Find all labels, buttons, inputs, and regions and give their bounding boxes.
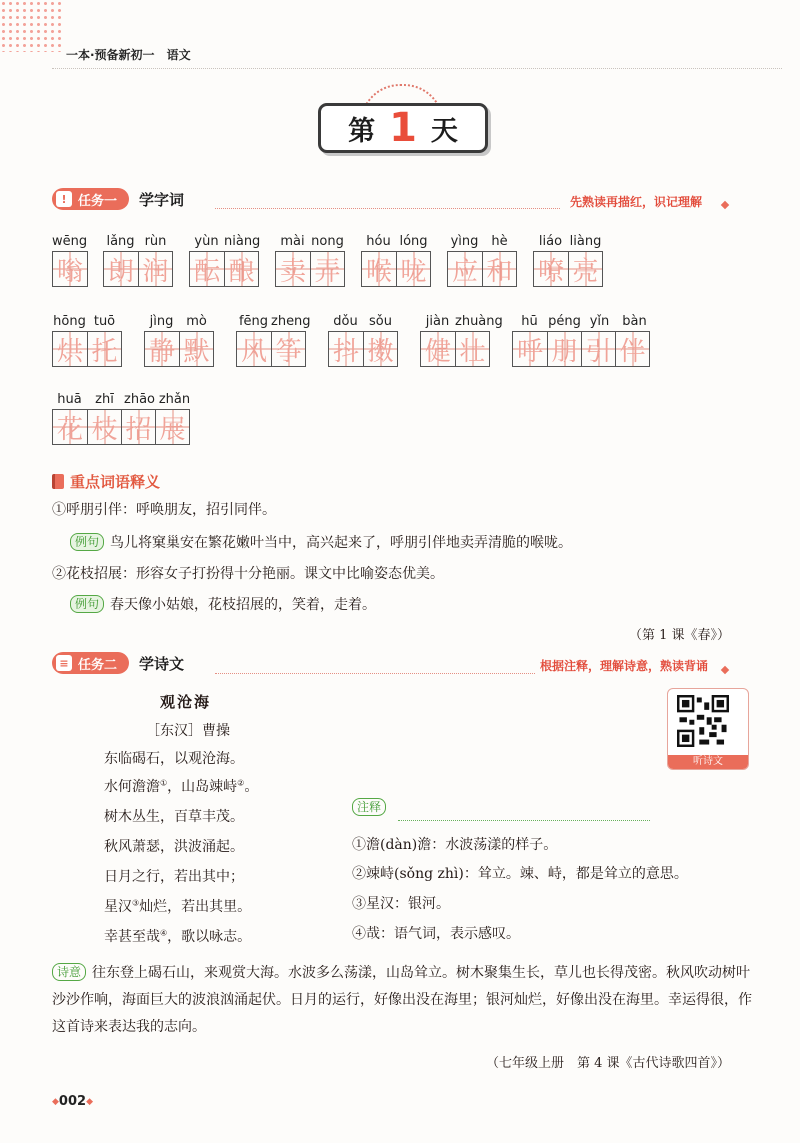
pinyin-row (512, 313, 652, 331)
note-4: ④哉：语气词，表示感叹。 (352, 926, 520, 942)
trace-character: 应 (451, 256, 478, 287)
trace-character: 健 (424, 336, 451, 367)
notes-heading (352, 797, 392, 816)
pinyin-row (447, 233, 517, 251)
qr-code-icon (677, 695, 729, 747)
tracing-grid (361, 251, 431, 287)
book-open-icon: ≡ (56, 655, 72, 671)
meaning-tag: 诗意 (52, 963, 86, 981)
trace-character: 抖 (332, 336, 359, 367)
tracing-cell (276, 252, 310, 286)
poem-line (104, 866, 244, 886)
poem-line (104, 896, 251, 916)
pinyin-row (236, 313, 311, 331)
trace-character: 酿 (228, 256, 255, 287)
poem-line (104, 836, 244, 856)
task2-label: 任务二 (78, 657, 118, 673)
pinyin-syllable: hóu (366, 234, 391, 249)
word-card (533, 233, 603, 287)
keyword-example-2 (70, 594, 376, 614)
tracing-cell (396, 252, 430, 286)
trace-character: 花 (56, 414, 83, 445)
pinyin-syllable: hè (491, 234, 508, 249)
task1-hint: 先熟读再描红，识记理解 (570, 195, 703, 209)
pinyin-syllable: zheng (271, 314, 311, 329)
pinyin-syllable: yǐn (589, 314, 610, 329)
poem-text: ，歌以咏志。 (167, 929, 252, 945)
tracing-cell (104, 252, 138, 286)
subject-label: 语文 (166, 48, 191, 62)
word-card (420, 313, 503, 367)
page-header (66, 46, 191, 63)
poem-line (104, 806, 244, 826)
pinyin-row (361, 233, 431, 251)
trace-character: 弄 (314, 256, 341, 287)
pinyin-row (275, 233, 345, 251)
tracing-grid (275, 251, 345, 287)
poem-source: （七年级上册 第 4 课《古代诗歌四首》） (485, 1056, 730, 1071)
poem-line (104, 776, 258, 796)
word-card (52, 313, 122, 367)
task1-name: 学字词 (139, 190, 185, 209)
notes-tag: 注释 (352, 798, 386, 816)
tracing-cell (310, 252, 344, 286)
tracing-cell (121, 410, 155, 444)
footnote-marker: ③ (132, 898, 140, 908)
trace-character: 擞 (367, 336, 394, 367)
example-tag: 例句 (70, 533, 104, 551)
pinyin-row (52, 233, 87, 251)
trace-character: 默 (183, 336, 210, 367)
task1-pill (52, 188, 129, 210)
tracing-cell (534, 252, 568, 286)
task1-rule (215, 208, 560, 209)
day-prefix: 第 (348, 115, 376, 147)
trace-character: 朗 (107, 256, 134, 287)
pinyin-syllable: niàng (224, 234, 261, 249)
pinyin-syllable: sǒu (369, 314, 392, 329)
header-divider (52, 68, 782, 69)
tracing-cell (581, 332, 615, 366)
tracing-cell (53, 252, 87, 286)
task2-hint: 根据注释，理解诗意，熟读背诵 (540, 659, 709, 673)
pinyin-syllable: zhuàng (455, 314, 503, 329)
pinyin-syllable: lóng (399, 234, 428, 249)
pinyin-row (328, 313, 398, 331)
tracing-grid (52, 251, 88, 287)
trace-character: 招 (125, 414, 152, 445)
tracing-cell (482, 252, 516, 286)
tracing-grid (236, 331, 306, 367)
keywords-source: （第 1 课《春》） (628, 628, 730, 643)
tracing-cell (455, 332, 489, 366)
tracing-cell (53, 410, 87, 444)
poem-text: 灿烂，若出其里。 (139, 899, 252, 915)
tracing-cell (362, 252, 396, 286)
tracing-cell (237, 332, 271, 366)
poem-text: 幸甚至哉 (104, 929, 160, 945)
pinyin-syllable: zhāo (124, 392, 155, 407)
pinyin-syllable: huā (57, 392, 82, 407)
diamond-icon: ◆ (52, 1097, 59, 1107)
pinyin-syllable: zhǎn (158, 392, 191, 407)
qr-label: 听诗文 (668, 755, 748, 769)
trace-character: 引 (585, 336, 612, 367)
trace-character: 枝 (91, 414, 118, 445)
trace-character: 托 (91, 336, 118, 367)
pinyin-syllable: lǎng (106, 234, 135, 249)
tracing-cell (513, 332, 547, 366)
word-card (52, 233, 88, 287)
pinyin-row (533, 233, 603, 251)
example-text: 鸟儿将窠巢安在繁花嫩叶当中，高兴起来了，呼朋引伴地卖弄清脆的喉咙。 (110, 535, 573, 551)
decorative-dots (0, 0, 62, 52)
pinyin-row (189, 233, 259, 251)
notes-rule (398, 820, 650, 821)
trace-character: 亮 (572, 256, 599, 287)
trace-character: 风 (240, 336, 267, 367)
pinyin-syllable: mài (280, 234, 305, 249)
word-card (512, 313, 652, 367)
pinyin-syllable: péng (548, 314, 581, 329)
pinyin-row (420, 313, 503, 331)
note-3: ③星汉：银河。 (352, 896, 450, 912)
tracing-cell (190, 252, 224, 286)
note-2: ②竦峙(sǒng zhì)：耸立。竦、峙，都是耸立的意思。 (352, 866, 688, 882)
trace-character: 朋 (551, 336, 578, 367)
trace-character: 展 (159, 414, 186, 445)
trace-character: 烘 (56, 336, 83, 367)
meaning-text: 往东登上碣石山，来观赏大海。水波多么荡漾，山岛耸立。树木聚集生长，草儿也长得茂密。秋风吹动树叶沙沙作响，海面巨大的波浪汹涌起伏。日月的运行，好像出没在海里；银河灿烂，好像出没在海里。幸运得很，作这首诗来表达我的志向。 (52, 965, 752, 1035)
trace-character: 卖 (279, 256, 306, 287)
tracing-grid (103, 251, 173, 287)
keywords-heading (52, 471, 160, 492)
tracing-grid (328, 331, 398, 367)
tracing-grid (144, 331, 214, 367)
poem-meaning (52, 960, 752, 1041)
pinyin-row (103, 233, 173, 251)
poem-line (104, 926, 251, 946)
poem-text: 东临碣石，以观沧海。 (104, 751, 244, 767)
trace-character: 壮 (459, 336, 486, 367)
footnote-marker: ④ (160, 928, 168, 938)
tracing-cell (547, 332, 581, 366)
poem-text: 水何澹澹 (104, 779, 160, 795)
tracing-cell (87, 332, 121, 366)
footnote-marker: ② (237, 778, 245, 788)
trace-character: 和 (486, 256, 513, 287)
tracing-cell (329, 332, 363, 366)
tracing-cell (421, 332, 455, 366)
pinyin-syllable: rùn (144, 234, 167, 249)
poem-line (104, 748, 244, 768)
footnote-marker: ① (160, 778, 168, 788)
pinyin-syllable: yìng (450, 234, 479, 249)
page-number-text: 002 (58, 1094, 87, 1109)
bulb-icon: ! (56, 191, 72, 207)
pinyin-syllable: fēng (238, 314, 269, 329)
trace-character: 酝 (193, 256, 220, 287)
tracing-grid (189, 251, 259, 287)
pinyin-row (144, 313, 214, 331)
pinyin-row (52, 391, 192, 409)
poem-title: 观沧海 (160, 693, 212, 711)
page-number (52, 1094, 93, 1109)
trace-character: 嘹 (537, 256, 564, 287)
keyword-example-1 (70, 532, 572, 552)
trace-character: 喉 (365, 256, 392, 287)
word-card (236, 313, 311, 367)
note-1: ①澹(dàn)澹：水波荡漾的样子。 (352, 837, 558, 853)
word-card (361, 233, 431, 287)
tracing-grid (533, 251, 603, 287)
pinyin-syllable: liàng (569, 234, 602, 249)
pinyin-syllable: jiàn (425, 314, 450, 329)
pinyin-syllable: nong (311, 234, 344, 249)
word-card (189, 233, 259, 287)
pinyin-syllable: zhī (95, 392, 114, 407)
trace-character: 筝 (275, 336, 302, 367)
example-text: 春天像小姑娘，花枝招展的，笑着，走着。 (110, 597, 377, 613)
diamond-icon: ◆ (86, 1097, 93, 1107)
tracing-grid (447, 251, 517, 287)
pinyin-syllable: jìng (149, 314, 174, 329)
keywords-title: 重点词语释义 (70, 473, 161, 491)
task2-name: 学诗文 (139, 654, 185, 673)
pinyin-syllable: bàn (622, 314, 647, 329)
task2-banner (52, 652, 184, 674)
tracing-cell (87, 410, 121, 444)
pinyin-syllable: hōng (53, 314, 86, 329)
tracing-grid (512, 331, 650, 367)
tracing-grid (420, 331, 490, 367)
trace-character: 呼 (516, 336, 543, 367)
pinyin-syllable: hū (521, 314, 538, 329)
poem-text: 秋风萧瑟，洪波涌起。 (104, 839, 244, 855)
word-card (328, 313, 398, 367)
pinyin-syllable: yùn (194, 234, 219, 249)
pinyin-row (52, 313, 122, 331)
tracing-cell (145, 332, 179, 366)
task2-rule (215, 673, 535, 674)
tracing-cell (53, 332, 87, 366)
book-icon (52, 474, 64, 489)
pinyin-syllable: dǒu (333, 314, 358, 329)
word-card (144, 313, 214, 367)
poem-text: 日月之行，若出其中； (104, 869, 244, 885)
trace-character: 伴 (619, 336, 646, 367)
qr-code-card[interactable] (667, 688, 749, 770)
trace-character: 咙 (400, 256, 427, 287)
tracing-cell (271, 332, 305, 366)
word-card (103, 233, 173, 287)
diamond-icon (721, 666, 729, 674)
task1-label: 任务一 (78, 193, 118, 209)
keyword-def-1: ①呼朋引伴：呼唤朋友，招引同伴。 (52, 502, 276, 518)
keyword-def-2: ②花枝招展：形容女子打扮得十分艳丽。课文中比喻姿态优美。 (52, 566, 444, 582)
poem-text: 树木丛生，百草丰茂。 (104, 809, 244, 825)
tracing-cell (138, 252, 172, 286)
tracing-grid (52, 409, 190, 445)
tracing-cell (224, 252, 258, 286)
task2-pill (52, 652, 129, 674)
pinyin-syllable: mò (186, 314, 207, 329)
poem-text: 星汉 (104, 899, 132, 915)
example-tag: 例句 (70, 595, 104, 613)
day-badge (318, 103, 488, 153)
word-card (447, 233, 517, 287)
tracing-cell (568, 252, 602, 286)
poem-author: ［东汉］曹操 (146, 723, 230, 739)
day-suffix: 天 (430, 115, 458, 147)
tracing-grid (52, 331, 122, 367)
tracing-cell (155, 410, 189, 444)
pinyin-syllable: tuō (93, 314, 116, 329)
tracing-cell (448, 252, 482, 286)
trace-character: 嗡 (56, 256, 83, 287)
word-card (52, 391, 192, 445)
trace-character: 静 (148, 336, 175, 367)
tracing-cell (615, 332, 649, 366)
tracing-cell (179, 332, 213, 366)
pinyin-syllable: liáo (538, 234, 563, 249)
trace-character: 润 (142, 256, 169, 287)
word-card (275, 233, 345, 287)
tracing-cell (363, 332, 397, 366)
pinyin-syllable: wēng (52, 234, 88, 249)
poem-text: 。 (244, 779, 259, 795)
poem-text: ，山岛竦峙 (167, 779, 238, 795)
day-number: 1 (389, 105, 417, 151)
series-title: 一本·预备新初一 (66, 48, 155, 62)
